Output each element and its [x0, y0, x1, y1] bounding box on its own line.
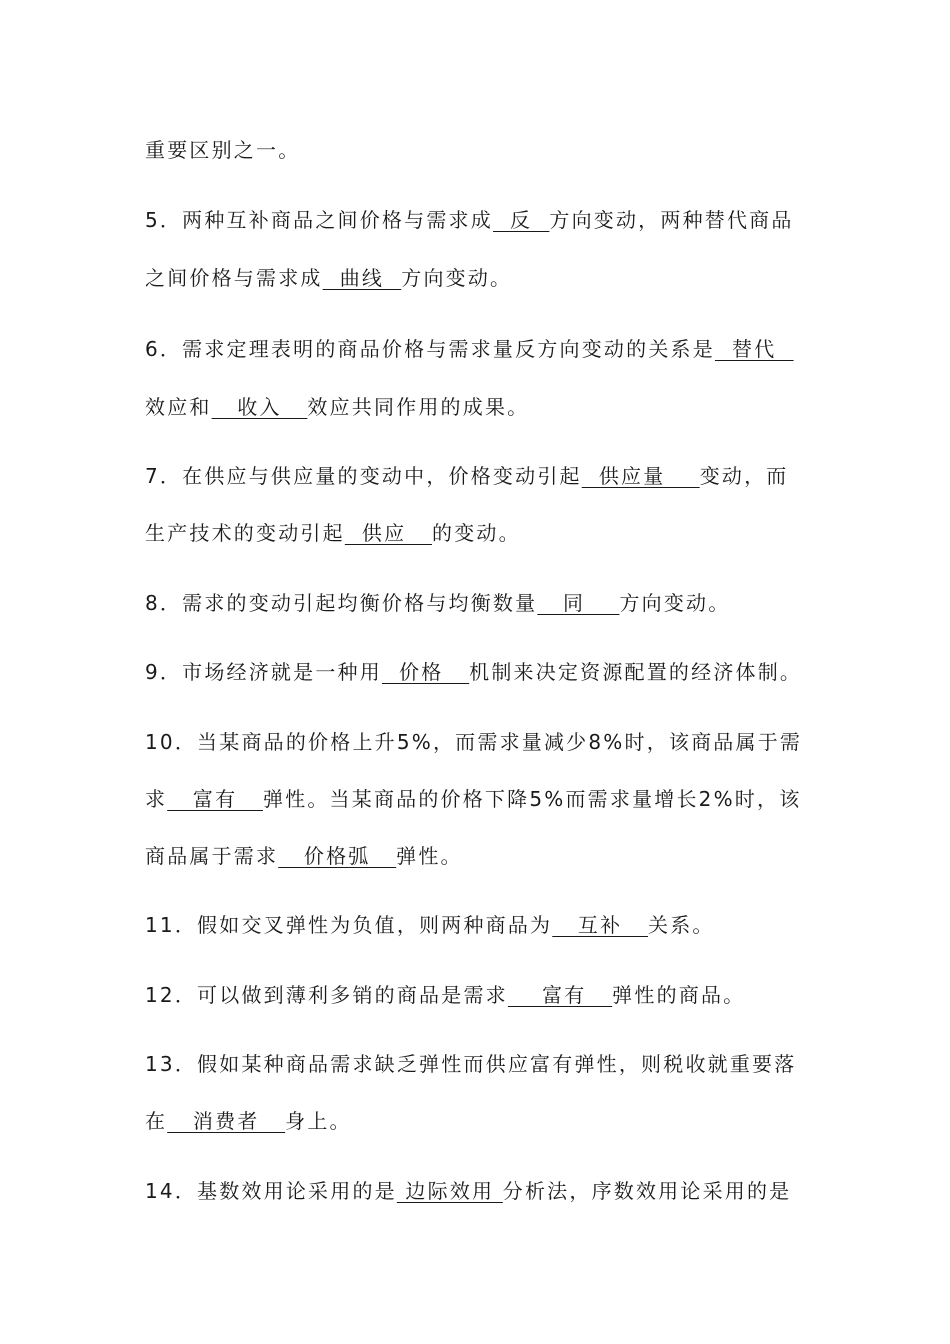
- answer-blank: 边际效用: [396, 1179, 503, 1203]
- text-segment: 弹性的商品。: [612, 983, 746, 1007]
- answer-blank: 同: [537, 591, 620, 615]
- question-7-line-1: [145, 463, 789, 489]
- text-segment: 生产技术的变动引起: [145, 521, 345, 545]
- answer-blank: 反: [492, 208, 550, 232]
- text-segment: 在: [145, 1109, 168, 1133]
- answer-blank: 价格弧: [278, 844, 397, 868]
- text-segment: 14．基数效用论采用的是: [145, 1179, 397, 1203]
- question-14-line-1: [145, 1178, 791, 1204]
- text-segment: 9．市场经济就是一种用: [145, 660, 382, 684]
- text-segment: 关系。: [648, 913, 715, 937]
- text-segment: 变动，而: [699, 464, 789, 488]
- question-10-line-3: [145, 843, 463, 869]
- text-segment: 弹性。: [396, 844, 463, 868]
- answer-blank: 曲线: [322, 266, 402, 290]
- text-line-1: [145, 137, 300, 163]
- text-segment: 效应共同作用的成果。: [307, 395, 530, 419]
- text-segment: 分析法，序数效用论采用的是: [502, 1179, 792, 1203]
- question-6-line-2: [145, 394, 529, 420]
- question-13-line-1: [145, 1051, 796, 1077]
- text-segment: 求: [145, 787, 168, 811]
- question-6-line-1: [145, 336, 794, 362]
- text-segment: 方向变动。: [619, 591, 731, 615]
- answer-blank: 收入: [211, 395, 308, 419]
- text-segment: 机制来决定资源配置的经济体制。: [469, 660, 803, 684]
- answer-blank: 消费者: [167, 1109, 286, 1133]
- text-segment: 方向变动，两种替代商品: [549, 208, 794, 232]
- text-segment: 的变动。: [432, 521, 521, 545]
- question-7-line-2: [145, 520, 521, 546]
- text-segment: 身上。: [285, 1109, 352, 1133]
- text-segment: 弹性。当某商品的价格下降5%而需求量增长2%时，该: [262, 787, 802, 811]
- question-10-line-2: [145, 786, 801, 812]
- text-segment: 重要区别之一。: [145, 138, 301, 162]
- text-segment: 5．两种互补商品之间价格与需求成: [145, 208, 493, 232]
- answer-blank: 富有: [507, 983, 613, 1007]
- text-segment: 效应和: [145, 395, 212, 419]
- question-10-line-1: [145, 729, 802, 755]
- text-segment: 6．需求定理表明的商品价格与需求量反方向变动的关系是: [145, 337, 715, 361]
- text-segment: 10．当某商品的价格上升5%，而需求量减少8%时，该商品属于需: [145, 730, 803, 754]
- question-11: [145, 912, 715, 938]
- answer-blank: 供应: [344, 521, 432, 545]
- text-segment: 7．在供应与供应量的变动中，价格变动引起: [145, 464, 582, 488]
- text-segment: 11．假如交叉弹性为负值，则两种商品为: [145, 913, 553, 937]
- question-8: [145, 590, 730, 616]
- text-segment: 商品属于需求: [145, 844, 279, 868]
- text-segment: 8．需求的变动引起均衡价格与均衡数量: [145, 591, 538, 615]
- question-12: [145, 982, 745, 1008]
- text-segment: 12．可以做到薄利多销的商品是需求: [145, 983, 508, 1007]
- answer-blank: 替代: [714, 337, 794, 361]
- question-13-line-2: [145, 1108, 352, 1134]
- question-5-line-1: [145, 207, 794, 233]
- question-5-line-2: [145, 265, 512, 291]
- answer-blank: 互补: [552, 913, 648, 937]
- answer-blank: 供应量: [581, 464, 700, 488]
- text-segment: 方向变动。: [401, 266, 513, 290]
- text-segment: 之间价格与需求成: [145, 266, 323, 290]
- question-9: [145, 659, 802, 685]
- answer-blank: 价格: [381, 660, 470, 684]
- answer-blank: 富有: [167, 787, 263, 811]
- text-segment: 13．假如某种商品需求缺乏弹性而供应富有弹性，则税收就重要落: [145, 1052, 797, 1076]
